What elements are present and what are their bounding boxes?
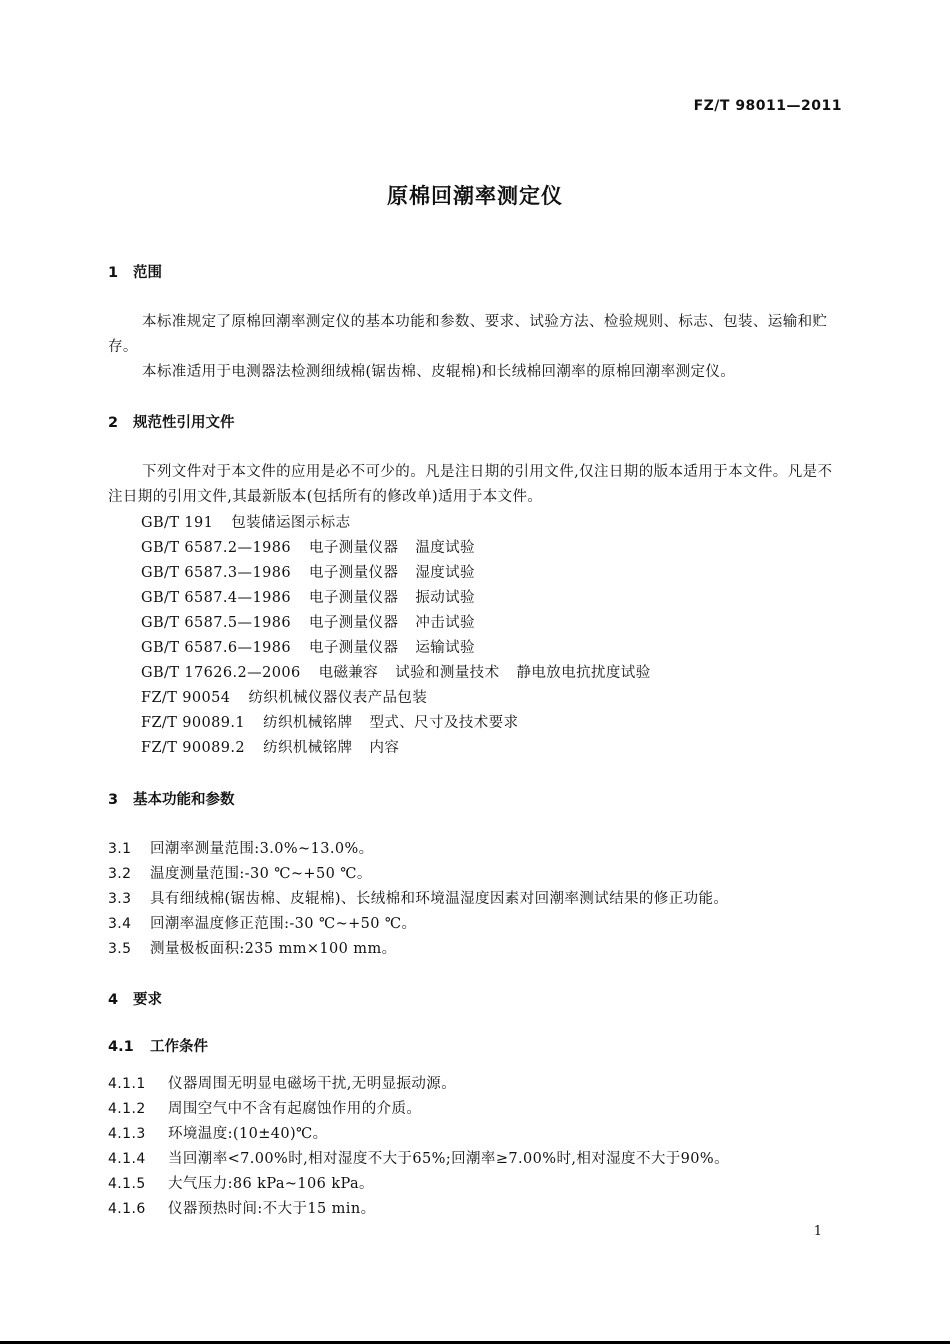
reference-item bbox=[141, 611, 475, 632]
condition-number: 4.1.5 bbox=[108, 1176, 146, 1192]
reference-title-part: 纺织机械铭牌 bbox=[263, 740, 353, 756]
clause-text: 温度测量范围:-30 ℃~+50 ℃。 bbox=[150, 866, 372, 882]
section-number: 3 bbox=[108, 792, 119, 808]
reference-title-part: 温度试验 bbox=[415, 540, 475, 556]
clause-number: 3.1 bbox=[108, 841, 132, 857]
reference-title-part: 振动试验 bbox=[415, 590, 475, 606]
clause-number: 3.3 bbox=[108, 891, 132, 907]
clause-text: 回潮率温度修正范围:-30 ℃~+50 ℃。 bbox=[150, 916, 417, 932]
condition-text: 仪器周围无明显电磁场干扰,无明显振动源。 bbox=[168, 1076, 457, 1092]
reference-title-part: 包装储运图示标志 bbox=[231, 515, 351, 531]
reference-code: GB/T 6587.4—1986 bbox=[141, 590, 291, 606]
reference-title-part: 电子测量仪器 bbox=[308, 615, 399, 631]
reference-code: GB/T 6587.3—1986 bbox=[141, 565, 291, 581]
condition-number: 4.1.4 bbox=[108, 1151, 146, 1167]
scope-paragraph-2: 本标准适用于电测器法检测细绒棉(锯齿棉、皮辊棉)和长绒棉回潮率的原棉回潮率测定仪。 bbox=[142, 364, 736, 380]
standard-code: FZ/T 98011—2011 bbox=[693, 98, 842, 114]
reference-code: FZ/T 90089.1 bbox=[141, 715, 246, 731]
clause-item bbox=[108, 937, 397, 958]
reference-item bbox=[141, 711, 518, 732]
reference-code: GB/T 17626.2—2006 bbox=[141, 665, 301, 681]
reference-item bbox=[141, 686, 427, 707]
condition-number: 4.1.3 bbox=[108, 1126, 146, 1142]
condition-item bbox=[108, 1122, 328, 1143]
condition-item bbox=[108, 1172, 374, 1193]
condition-item bbox=[108, 1197, 375, 1218]
condition-text: 周围空气中不含有起腐蚀作用的介质。 bbox=[168, 1101, 422, 1117]
reference-item bbox=[141, 736, 399, 757]
subsection-heading-4-1 bbox=[108, 1035, 208, 1056]
reference-item bbox=[141, 536, 475, 557]
section-heading-1 bbox=[108, 261, 162, 282]
reference-title-part: 运输试验 bbox=[415, 640, 475, 656]
section-heading-2 bbox=[108, 411, 235, 432]
reference-item bbox=[141, 586, 475, 607]
reference-item bbox=[141, 511, 350, 532]
clause-item bbox=[108, 837, 374, 858]
clause-number: 3.4 bbox=[108, 916, 132, 932]
clause-item bbox=[108, 862, 372, 883]
section-title: 基本功能和参数 bbox=[133, 792, 235, 808]
clause-item bbox=[108, 912, 416, 933]
section-title: 范围 bbox=[133, 265, 162, 281]
reference-item bbox=[141, 661, 651, 682]
reference-code: GB/T 6587.2—1986 bbox=[141, 540, 291, 556]
reference-item bbox=[141, 561, 475, 582]
reference-title-part: 冲击试验 bbox=[415, 615, 475, 631]
reference-code: GB/T 191 bbox=[141, 515, 214, 531]
reference-title-part: 湿度试验 bbox=[415, 565, 475, 581]
condition-number: 4.1.2 bbox=[108, 1101, 146, 1117]
condition-item bbox=[108, 1147, 729, 1168]
reference-title-part: 内容 bbox=[369, 740, 400, 756]
condition-text: 仪器预热时间:不大于15 min。 bbox=[168, 1201, 376, 1217]
condition-item bbox=[108, 1097, 421, 1118]
clause-number: 3.5 bbox=[108, 941, 132, 957]
section-number: 2 bbox=[108, 415, 119, 431]
section-heading-4 bbox=[108, 988, 162, 1009]
scope-paragraph-1: 本标准规定了原棉回潮率测定仪的基本功能和参数、要求、试验方法、检验规则、标志、包装、运输和贮存。 bbox=[108, 314, 828, 355]
page-number: 1 bbox=[813, 1224, 822, 1239]
reference-item bbox=[141, 636, 475, 657]
clause-number: 3.2 bbox=[108, 866, 132, 882]
reference-title-part: 电子测量仪器 bbox=[308, 540, 399, 556]
reference-title-part: 电子测量仪器 bbox=[308, 565, 399, 581]
condition-number: 4.1.1 bbox=[108, 1076, 146, 1092]
reference-code: FZ/T 90089.2 bbox=[141, 740, 246, 756]
reference-title-part: 电子测量仪器 bbox=[308, 590, 399, 606]
subsection-title: 工作条件 bbox=[150, 1039, 208, 1055]
clause-item bbox=[108, 887, 728, 908]
condition-item bbox=[108, 1072, 456, 1093]
clause-text: 回潮率测量范围:3.0%~13.0%。 bbox=[150, 841, 374, 857]
section-heading-3 bbox=[108, 788, 235, 809]
condition-number: 4.1.6 bbox=[108, 1201, 146, 1217]
reference-code: GB/T 6587.5—1986 bbox=[141, 615, 291, 631]
section-title: 要求 bbox=[133, 992, 162, 1008]
reference-title-part: 电磁兼容 bbox=[318, 665, 379, 681]
condition-text: 大气压力:86 kPa~106 kPa。 bbox=[168, 1176, 374, 1192]
reference-title-part: 纺织机械仪器仪表产品包装 bbox=[248, 690, 428, 706]
clause-text: 具有细绒棉(锯齿棉、皮辊棉)、长绒棉和环境温湿度因素对回潮率测试结果的修正功能。 bbox=[150, 891, 729, 907]
reference-code: GB/T 6587.6—1986 bbox=[141, 640, 291, 656]
condition-text: 环境温度:(10±40)℃。 bbox=[168, 1126, 328, 1142]
reference-title-part: 纺织机械铭牌 bbox=[263, 715, 353, 731]
section-title: 规范性引用文件 bbox=[133, 415, 235, 431]
references-intro: 下列文件对于本文件的应用是必不可少的。凡是注日期的引用文件,仅注日期的版本适用于本文件。凡是不注日期的引用文件,其最新版本(包括所有的修改单)适用于本文件。 bbox=[108, 464, 833, 505]
section-number: 4 bbox=[108, 992, 119, 1008]
clause-text: 测量极板面积:235 mm×100 mm。 bbox=[150, 941, 397, 957]
reference-title-part: 试验和测量技术 bbox=[395, 665, 500, 681]
section-number: 1 bbox=[108, 265, 119, 281]
condition-text: 当回潮率<7.00%时,相对湿度不大于65%;回潮率≥7.00%时,相对湿度不大于90%。 bbox=[168, 1151, 729, 1167]
reference-code: FZ/T 90054 bbox=[141, 690, 231, 706]
reference-title-part: 型式、尺寸及技术要求 bbox=[369, 715, 519, 731]
reference-title-part: 电子测量仪器 bbox=[308, 640, 399, 656]
reference-title-part: 静电放电抗扰度试验 bbox=[516, 665, 651, 681]
document-title: 原棉回潮率测定仪 bbox=[387, 184, 563, 208]
subsection-number: 4.1 bbox=[108, 1039, 134, 1055]
